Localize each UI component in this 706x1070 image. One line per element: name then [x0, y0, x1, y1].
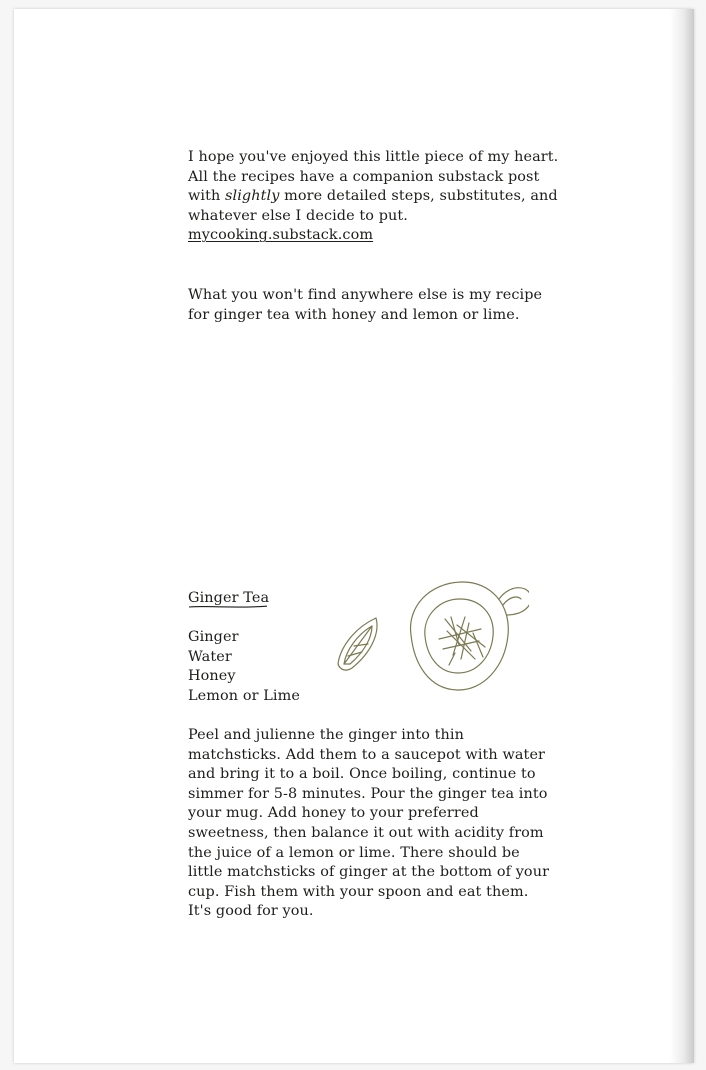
- method-line: Peel and julienne the ginger into thin: [188, 727, 464, 743]
- emphasis-slightly: slightly: [225, 188, 280, 205]
- ingredient-item: Water: [188, 648, 232, 665]
- intro-line-2: All the recipes have a companion substack post: [188, 168, 540, 185]
- recipe-title: [188, 589, 269, 609]
- page-edge-shading: [670, 9, 694, 1063]
- title-underline-icon: [188, 604, 268, 610]
- ingredient-item: Lemon or Lime: [188, 687, 300, 704]
- method-line: sweetness, then balance it out with acidity from: [188, 824, 544, 841]
- intro-line-4: whatever else I decide to put.: [188, 207, 408, 224]
- intro-line-3-rest: more detailed steps, substitutes, and: [284, 188, 558, 205]
- method-line: your mug. Add honey to your preferred: [188, 805, 479, 822]
- method-line: the juice of a lemon or lime. There should be: [188, 844, 520, 861]
- intro-line-3: [188, 187, 558, 207]
- tea-mug-icon: [399, 569, 529, 704]
- note-line-1: What you won't find anywhere else is my recipe: [188, 287, 543, 303]
- method-line: matchsticks. Add them to a saucepot with water: [188, 746, 546, 763]
- intro-line-3-prefix: with: [188, 188, 226, 205]
- ingredient-item: Honey: [188, 668, 236, 685]
- intro-line-1: I hope you've enjoyed this little piece of my heart.: [188, 149, 559, 165]
- method-line: cup. Fish them with your spoon and eat them.: [188, 883, 529, 900]
- method-line: little matchsticks of ginger at the bottom of your: [188, 864, 550, 881]
- method-paragraph: [188, 726, 548, 922]
- document-page: [14, 9, 694, 1063]
- note-paragraph: [188, 286, 548, 325]
- method-line: It's good for you.: [188, 903, 314, 920]
- substack-link[interactable]: mycooking.substack.com: [188, 227, 374, 244]
- note-line-2: for ginger tea with honey and lemon or lime.: [188, 306, 520, 323]
- ingredients-list: [188, 628, 300, 706]
- method-line: simmer for 5-8 minutes. Pour the ginger tea into: [188, 785, 548, 802]
- ingredient-item: Ginger: [188, 629, 239, 645]
- lime-wedge-icon: [334, 614, 384, 676]
- method-line: and bring it to a boil. Once boiling, continue to: [188, 766, 536, 783]
- recipe-title-text: Ginger Tea: [188, 590, 270, 606]
- intro-paragraph: [188, 148, 559, 246]
